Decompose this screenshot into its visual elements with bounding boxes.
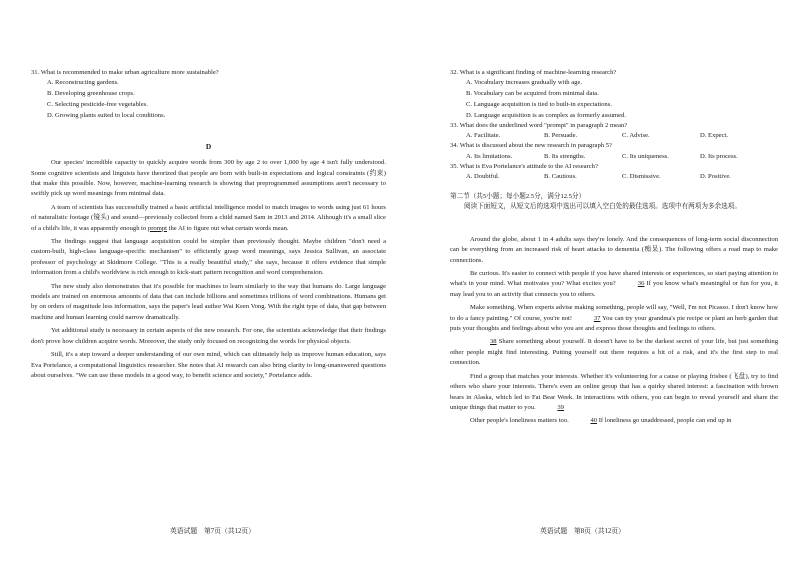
- option-32a: A. Vocabulary increases gradually with age.: [466, 79, 583, 87]
- paragraph-3-end: You can try your grandma's pie recipe or plant an herb garden that puts your thoughts and feelings about who you are and express those thoughts and feelings to others.: [450, 314, 778, 333]
- paragraph-2-text: A team of scientists has successfully trained a basic artificial intelligence model to match images to words using just 61 hours of naturalistic footage (镜头) and sound—previously collected from a child named Sam in 2013 and 2014. Although it's a small slice of a child's life, it was apparently enough to: [31, 203, 386, 232]
- option-33d: D. Expect.: [700, 132, 729, 140]
- underlined-word-prompt: prompt: [147, 224, 167, 232]
- cloze-paragraph-5: [450, 372, 778, 414]
- question-33: 33. What does the underlined word "prompt" in paragraph 2 mean?: [450, 122, 628, 130]
- paragraph-4-text: Share something about yourself. It doesn't have to be the darkest secret of your life, but just something other people might find interesting. Putting yourself out there requires a bit of a risk, and it's the first step to real connection.: [450, 338, 778, 367]
- passage-d-paragraph-1: Our species' incredible capacity to quickly acquire words from 300 by age 2 to over 1,000 by age 4 isn't fully understood. Some cognitive scientists and linguists have theorized that people are born with built-in expectations and logical constraints (约束) that make this possible. Now, however, machine-learning research is showing that preprogrammed assumptions aren't necessary to swiftly pick up word meanings from minimal data.: [31, 159, 386, 198]
- question-32: 32. What is a significant finding of machine-learning research?: [450, 69, 617, 76]
- option-33c: C. Advise.: [622, 132, 650, 140]
- option-31d: D. Growing plants suited to local conditions.: [47, 112, 166, 120]
- cloze-paragraph-2: [450, 269, 778, 300]
- right-page: [400, 0, 800, 566]
- option-32b: B. Vocabulary can be acquired from minimal data.: [466, 90, 599, 98]
- page-8-footer: 英语试题 第8页（共12页）: [540, 528, 625, 535]
- passage-d-paragraph-5: Yet additional study is necessary in certain aspects of the new research. For one, the scientists acknowledge that their findings don't prove how children acquire words. Moreover, the study only focused on recognizing the words for physical objects.: [31, 327, 386, 345]
- paragraph-6-start: Other people's loneliness matters too.: [470, 417, 569, 425]
- option-35d: D. Positive.: [700, 172, 731, 180]
- section-d-heading: D: [205, 142, 212, 152]
- blank-37: 37: [593, 314, 601, 322]
- section-2-instructions: 阅读下面短文，从短文后的选项中选出可以填入空白处的最佳选项。选项中有两项为多余选项。: [464, 203, 741, 211]
- paragraph-3-start: Make something. When experts advise making something, people will say, "Well, I'm not Picasso. I don't know how to do a fancy painting." Of course, you're not!: [450, 304, 778, 322]
- cloze-paragraph-1: Around the globe, about 1 in 4 adults says they're lonely. And the consequences of long-term social disconnection can be everything from an increased risk of heart attacks to dementia (痴呆). The following offers a road map to make connections.: [450, 235, 778, 264]
- paragraph-2-tail: the AI to figure out what certain words mean.: [166, 224, 289, 232]
- cloze-paragraph-3: [450, 303, 778, 334]
- passage-d-paragraph-3: The findings suggest that language acquisition could be simpler than previously thought. Maybe children "don't need a custom-built, high-class language-specific mechanism" to efficiently grasp word meanings, says Jessica Sullivan, an associate professor of psychology at Skidmore College. "This is a really beautiful study," she says, because it offers evidence that simple information from a child's worldview is rich enough to kick-start pattern recognition and word comprehension.: [31, 238, 386, 277]
- section-2-heading: 第二节（共5小题；每小题2.5分，满分12.5分）: [450, 192, 586, 200]
- option-35a: A. Doubtful.: [466, 172, 500, 180]
- paragraph-2-end: If you know what's meaningful or fun for you, it may lead you to an activity that connects you to others.: [450, 280, 778, 298]
- options-34: [450, 151, 778, 162]
- option-34d: D. Its process.: [700, 152, 738, 160]
- passage-d-paragraph-4: The new study also demonstrates that it's possible for machines to learn similarly to the way that humans do. Large language models are trained on enormous amounts of data that can include billions and sometimes trillions of word combinations. Humans get by on orders of magnitude less information, says the paper's lead author Wai Keen Vong. With the right type of data, that gap between machine and human learning could narrow dramatically.: [31, 282, 386, 321]
- option-33a: A. Facilitate.: [466, 132, 501, 140]
- blank-39: 39: [557, 403, 564, 411]
- question-35: 35. What is Eva Portelance's attitude to the AI research?: [450, 162, 598, 170]
- option-31c: C. Selecting pesticide-free vegetables.: [47, 101, 148, 109]
- blank-38: 38: [490, 338, 497, 346]
- passage-d-paragraph-2: [31, 203, 386, 234]
- option-31a: A. Reconstructing gardens.: [47, 79, 119, 87]
- page-7-footer: 英语试题 第7页（共12页）: [170, 528, 255, 535]
- paragraph-5-text: Find a group that matches your interests. Whether it's volunteering for a cause or playing frisbee (飞盘), try to find others who share your interests. There's even an online group that has a quirky shared interest: a fascination with brown bears in Alaska, which led to Fat Bear Week. In interactions with others, you can begin to reveal yourself and share the unique things that matter to you.: [450, 372, 778, 411]
- cloze-paragraph-4: [450, 337, 778, 368]
- cloze-paragraph-6: [450, 416, 778, 426]
- option-35b: B. Cautious.: [544, 172, 577, 180]
- blank-40: 40: [590, 417, 598, 425]
- paragraph-6-end: If loneliness go unaddressed, people can end up in: [598, 417, 732, 425]
- passage-d-paragraph-6: Still, it's a step toward a deeper understanding of our own mind, which can ultimately help us improve human education, says Eva Portelance, a computational linguistics researcher. She notes that AI research can also bring clarity to long-unanswered questions about ourselves. "We can use these models in a good way, to benefit science and society," Portelance adds.: [31, 351, 386, 379]
- paragraph-2-start: Be curious. It's easier to connect with people if you have shared interests or experiences, so start paying attention to what's in your mind. What motivates you? What excites you?: [450, 270, 778, 288]
- option-32d: D. Language acquisition is as complex as formerly assumed.: [466, 112, 627, 120]
- option-34c: C. Its uniqueness.: [622, 152, 669, 160]
- question-34: 34. What is discussed about the new research in paragraph 5?: [450, 142, 612, 150]
- option-32c: C. Language acquisition is tied to built-in expectations.: [466, 101, 612, 109]
- option-31b: B. Developing greenhouse crops.: [47, 90, 135, 98]
- options-33: [450, 130, 778, 141]
- options-35: [450, 171, 778, 182]
- question-31: 31. What is recommended to make urban agriculture more sustainable?: [31, 69, 219, 76]
- blank-36: 36: [637, 280, 645, 288]
- option-35c: C. Dismissive.: [622, 172, 661, 180]
- option-33b: B. Persuade.: [544, 132, 578, 140]
- option-34b: B. Its strengths.: [544, 152, 586, 160]
- option-34a: A. Its limitations.: [466, 152, 513, 160]
